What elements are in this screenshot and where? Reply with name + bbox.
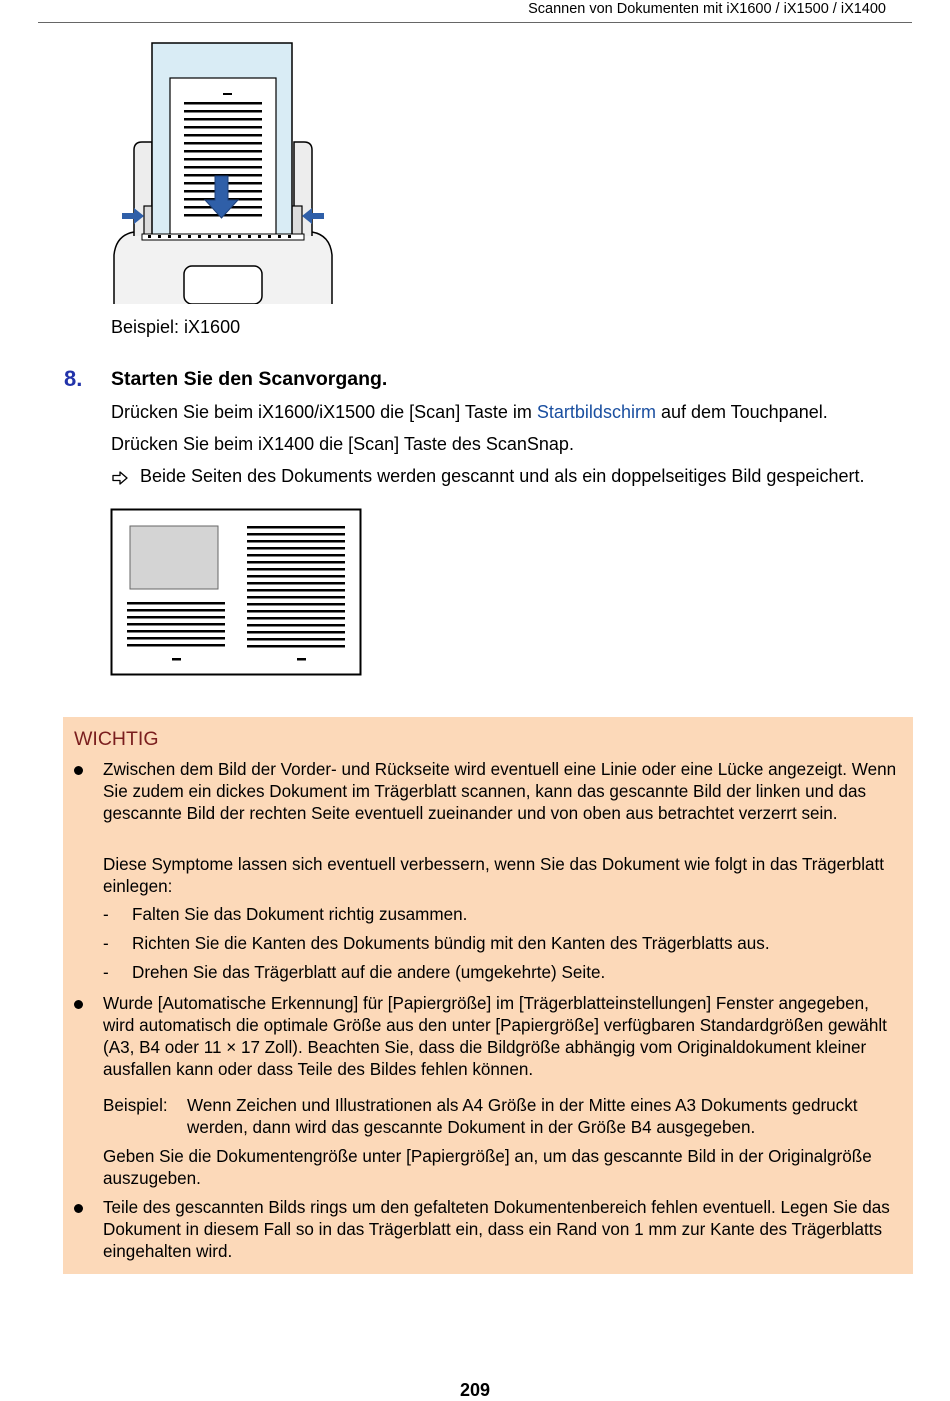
step-instruction-ix1600 (111, 402, 828, 423)
note-title: WICHTIG (74, 728, 159, 750)
instruction-text-after: auf dem Touchpanel. (655, 402, 828, 422)
note-bullet-2-paragraph-1: Wurde [Automatische Erkennung] für [Papiergröße] im [Trägerblatteinstellungen] Fenster angegeben, wird automatisch die optimale Größe aus den unter [Papiergröße] verfügbaren Standardgrößen gewählt (A3, B4 oder 11 × 17 Zoll). Beachten Sie, dass die Bildgröße abhängig vom Originaldokument kleiner ausfallen kann oder dass Teile des Bildes fehlen können. (103, 994, 887, 1079)
page-number: 209 (459, 1380, 491, 1400)
important-note (63, 717, 913, 1274)
step-number: 8. (64, 366, 83, 391)
page-header: Scannen von Dokumenten mit iX1600 / iX1500 / iX1400 (528, 1, 886, 17)
instruction-text-before: Drücken Sie beim iX1600/iX1500 die [Scan] Taste im (111, 402, 537, 422)
sub-item-align: Richten Sie die Kanten des Dokuments bündig mit den Kanten des Trägerblatts aus. (132, 934, 770, 953)
sub-item-fold: Falten Sie das Dokument richtig zusammen. (132, 905, 468, 924)
bullet-dot (74, 1204, 83, 1213)
bullet-dot (74, 1000, 83, 1009)
note-bullet-2-paragraph-2: Geben Sie die Dokumentengröße unter [Papiergröße] an, um das gescannte Bild in der Originalgröße auszugeben. (103, 1147, 872, 1188)
note-bullet-1-paragraph-2: Diese Symptome lassen sich eventuell verbessern, wenn Sie das Dokument wie folgt in das Trägerblatt einlegen: (103, 855, 885, 896)
note-bullet-1-paragraph-1: Zwischen dem Bild der Vorder- und Rückseite wird eventuell eine Linie oder eine Lücke angezeigt. Wenn Sie zudem ein dickes Dokument im Trägerblatt scannen, kann das gescannte Bild der linken und das gescannte Bild der rechten Seite eventuell zueinander und von oben aus betrachtet verzerrt sein. (103, 760, 897, 823)
result-arrow-icon (112, 471, 128, 485)
sub-item-dash: - (103, 963, 109, 982)
sub-item-dash: - (103, 905, 109, 924)
sub-item-flip: Drehen Sie das Trägerblatt auf die andere (umgekehrte) Seite. (132, 963, 606, 982)
note-bullet-3-paragraph-1: Teile des gescannten Bilds rings um den gefalteten Dokumentenbereich fehlen eventuell. Legen Sie das Dokument in diesem Fall so in das Trägerblatt ein, dass ein Rand von 1 mm zur Kante des Trägerblatts eingehalten wird. (103, 1198, 890, 1261)
startbildschirm-link[interactable]: Startbildschirm (536, 402, 656, 422)
scanned-image-illustration (110, 508, 362, 676)
step-result: Beide Seiten des Dokuments werden gescannt und als ein doppelseitiges Bild gespeichert. (140, 466, 865, 486)
scanner-illustration (112, 40, 334, 304)
bullet-dot (74, 766, 83, 775)
figure-caption: Beispiel: iX1600 (111, 317, 241, 337)
header-divider (38, 22, 912, 23)
step-title: Starten Sie den Scanvorgang. (111, 368, 388, 390)
sub-item-dash: - (103, 934, 109, 953)
example-label: Beispiel: (103, 1096, 168, 1115)
step-instruction-ix1400: Drücken Sie beim iX1400 die [Scan] Taste des ScanSnap. (111, 434, 574, 454)
example-text: Wenn Zeichen und Illustrationen als A4 Größe in der Mitte eines A3 Dokuments gedruckt werden, dann wird das gescannte Dokument in der Größe B4 ausgegeben. (187, 1096, 858, 1137)
